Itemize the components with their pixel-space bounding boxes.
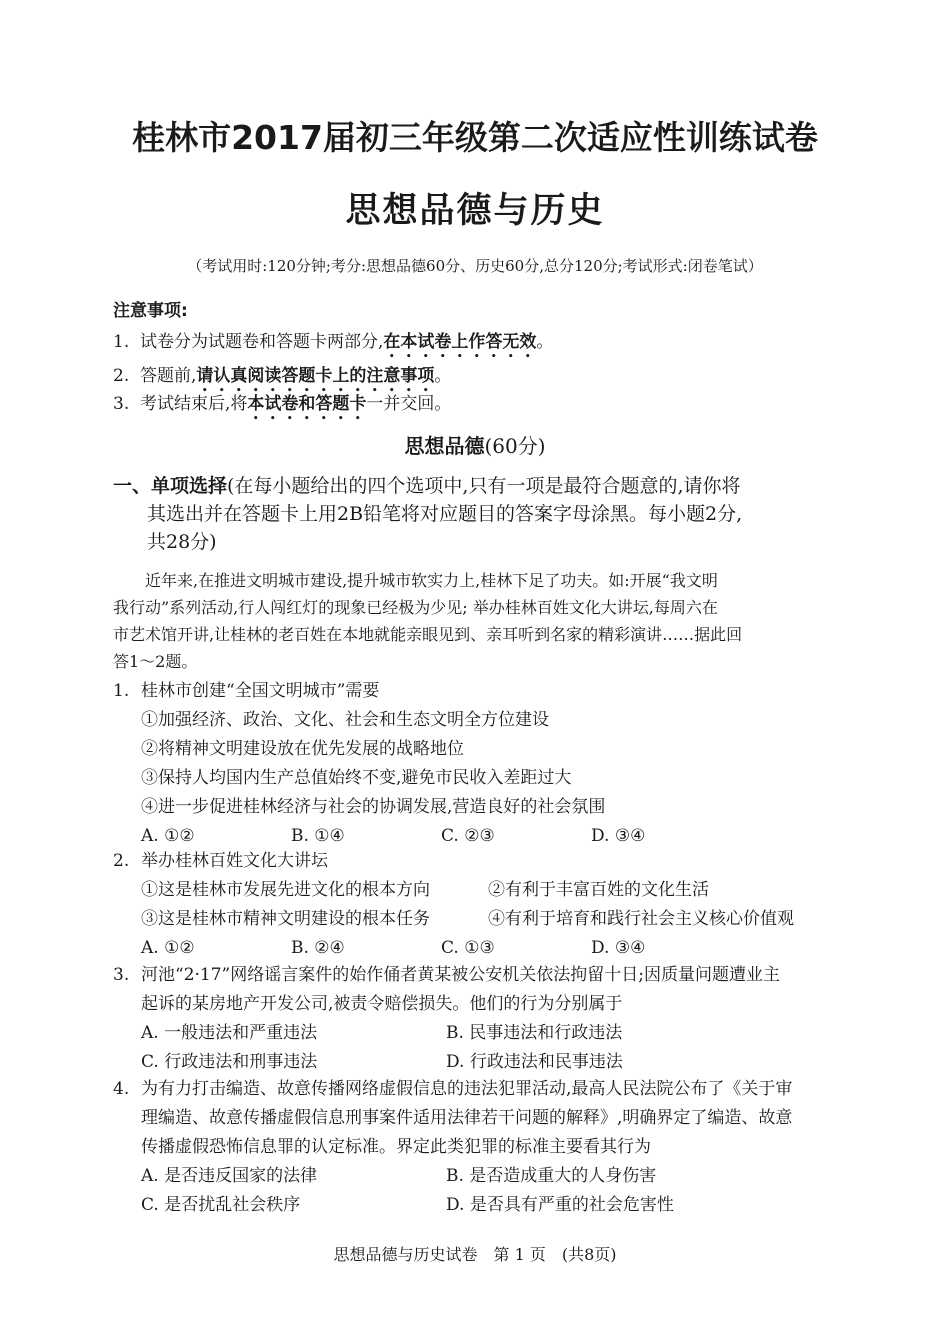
part1-line1: (在每小题给出的四个选项中,只有一项是最符合题意的,请你将: [227, 475, 741, 497]
option-c: C. ①③: [441, 938, 495, 958]
notice-text: 。: [434, 366, 452, 386]
option-d: D. ③④: [591, 938, 646, 958]
question-statement: ①这是桂林市发展先进文化的根本方向: [141, 880, 430, 900]
question-stem: 传播虚假恐怖信息罪的认定标准。界定此类犯罪的标准主要看其行为: [141, 1137, 651, 1157]
exam-title: 桂林市2017届初三年级第二次适应性训练试卷: [132, 118, 818, 157]
question-number: 1.: [113, 681, 130, 701]
option-c: C. 行政违法和刑事违法: [141, 1052, 318, 1072]
question-number: 4.: [113, 1079, 130, 1099]
question-2: [113, 847, 794, 963]
question-stem: 河池“2·17”网络谣言案件的始作俑者黄某被公安机关依法拘留十日;因质量问题遭业主: [141, 965, 780, 985]
notice-num: 1.: [113, 332, 130, 352]
question-stem: 起诉的某房地产开发公司,被责令赔偿损失。他们的行为分别属于: [141, 994, 623, 1014]
exam-info: （考试用时:120分钟;考分:思想品德60分、历史60分,总分120分;考试形式:闭卷笔试）: [187, 257, 763, 275]
notice-emphasis: 请认真阅读答题卡上的注意事项: [196, 366, 435, 386]
section-name: 思想品德: [404, 434, 485, 458]
part1-line3: 共28分): [147, 531, 217, 553]
option-b: B. ②④: [291, 938, 345, 958]
option-a: A. 是否违反国家的法律: [141, 1166, 318, 1186]
question-statement: ②有利于丰富百姓的文化生活: [488, 880, 709, 900]
notice-num: 2.: [113, 366, 130, 386]
question-statement: ④有利于培育和践行社会主义核心价值观: [488, 909, 794, 929]
notice-heading: 注意事项:: [113, 301, 188, 321]
page-footer: 思想品德与历史试卷 第 1 页 (共8页): [333, 1245, 617, 1264]
notice-text: 一并交回。: [366, 394, 452, 414]
question-stem: 为有力打击编造、故意传播网络虚假信息的违法犯罪活动,最高人民法院公布了《关于审: [141, 1079, 793, 1099]
question-stem: 理编造、故意传播虚假信息刑事案件适用法律若干问题的解释》,明确界定了编造、故意: [141, 1108, 793, 1128]
question-number: 3.: [113, 965, 130, 985]
part1-line2: 其选出并在答题卡上用2B铅笔将对应题目的答案字母涂黑。每小题2分,: [147, 503, 743, 525]
question-statement: ③保持人均国内生产总值始终不变,避免市民收入差距过大: [141, 768, 572, 788]
notice-text: 。: [536, 332, 554, 352]
option-a: A. ①②: [141, 826, 195, 846]
passage-line: 我行动”系列活动,行人闯红灯的现象已经极为少见; 举办桂林百姓文化大讲坛,每周六在: [113, 598, 718, 617]
question-1: [113, 677, 741, 851]
option-d: D. 行政违法和民事违法: [446, 1052, 623, 1072]
question-statement: ②将精神文明建设放在优先发展的战略地位: [141, 739, 464, 759]
option-a: A. ①②: [141, 938, 195, 958]
option-d: D. 是否具有严重的社会危害性: [446, 1195, 674, 1215]
option-d: D. ③④: [591, 826, 646, 846]
notice-num: 3.: [113, 394, 130, 414]
notice-text: 试卷分为试题卷和答题卡两部分,: [140, 332, 384, 352]
section-score: (60分): [484, 434, 546, 458]
question-stem: 举办桂林百姓文化大讲坛: [141, 851, 328, 871]
option-b: B. 是否造成重大的人身伤害: [446, 1166, 657, 1186]
passage-line: 近年来,在推进文明城市建设,提升城市软实力上,桂林下足了功夫。如:开展“我文明: [113, 571, 718, 590]
reading-passage: [113, 567, 838, 675]
notice-text: 答题前,: [140, 366, 197, 386]
notice-item-3: [113, 389, 451, 424]
option-c: C. ②③: [441, 826, 495, 846]
subject-title: 思想品德与历史: [345, 191, 605, 231]
question-statement: ①加强经济、政治、文化、社会和生态文明全方位建设: [141, 710, 549, 730]
question-3: [113, 961, 780, 1077]
question-4: [113, 1075, 792, 1220]
notice-emphasis: 在本试卷上作答无效: [383, 332, 537, 352]
section-title: [0, 430, 950, 459]
question-stem: 桂林市创建“全国文明城市”需要: [141, 681, 380, 701]
question-statement: ④进一步促进桂林经济与社会的协调发展,营造良好的社会氛围: [141, 797, 606, 817]
notice-emphasis: 本试卷和答题卡: [247, 394, 367, 414]
passage-line: 答1～2题。: [113, 652, 198, 671]
notice-text: 考试结束后,将: [140, 394, 248, 414]
question-statement: ③这是桂林市精神文明建设的根本任务: [141, 909, 430, 929]
option-b: B. ①④: [291, 826, 345, 846]
option-a: A. 一般违法和严重违法: [141, 1023, 318, 1043]
option-c: C. 是否扰乱社会秩序: [141, 1195, 301, 1215]
question-number: 2.: [113, 851, 130, 871]
option-b: B. 民事违法和行政违法: [446, 1023, 623, 1043]
part1-instructions: [113, 472, 843, 556]
part1-lead: 一、单项选择: [113, 475, 228, 497]
passage-line: 市艺术馆开讲,让桂林的老百姓在本地就能亲眼见到、亲耳听到名家的精彩演讲……据此回: [113, 625, 743, 644]
notice-item-1: [113, 327, 553, 362]
